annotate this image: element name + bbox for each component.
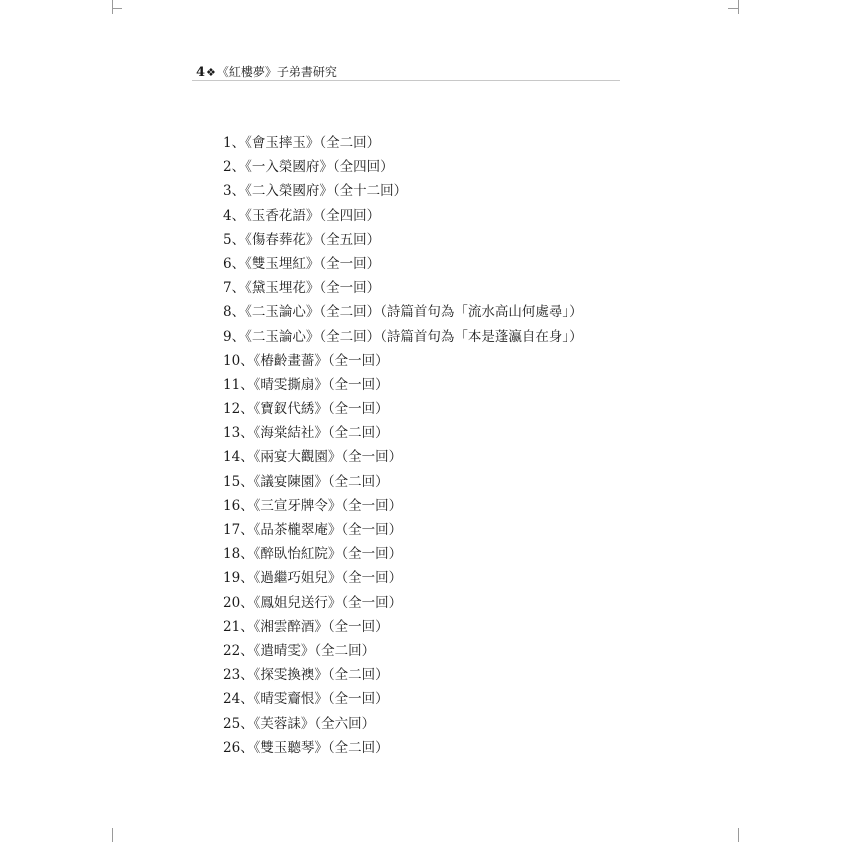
entry-title: 、《鳳姐兒送行》（全一回） xyxy=(240,594,403,611)
entry-title: 、《黛玉埋花》（全一回） xyxy=(231,280,381,297)
entry-title: 、《兩宴大觀園》（全一回） xyxy=(240,449,403,466)
ornament-icon: ❖ xyxy=(206,66,216,79)
entry-title: 、《三宣牙牌令》（全一回） xyxy=(240,497,403,514)
entry-title: 、《芙蓉誄》（全六回） xyxy=(240,715,376,732)
entry-title: 、《雙玉聽琴》（全二回） xyxy=(240,739,389,756)
toc-entry xyxy=(223,712,583,736)
entry-number: 1 xyxy=(223,135,232,151)
entry-title: 、《晴雯撕扇》（全一回） xyxy=(240,376,389,393)
entry-number: 20 xyxy=(223,594,241,611)
entry-title: 、《二入榮國府》（全十二回） xyxy=(231,183,408,200)
toc-entry xyxy=(223,252,583,276)
toc-entry xyxy=(223,276,583,300)
entry-title: 、《傷春葬花》（全五回） xyxy=(231,231,381,248)
entry-number: 12 xyxy=(223,401,241,418)
toc-entry xyxy=(223,591,583,615)
page-number: 4 xyxy=(196,65,206,80)
toc-entry xyxy=(223,687,583,711)
entry-number: 15 xyxy=(223,473,241,490)
entry-title: 、《二玉論心》（全二回）（詩篇首句為「本是蓬瀛自在身」） xyxy=(231,328,583,345)
entry-title: 、《晴雯齎恨》（全一回） xyxy=(240,691,389,708)
toc-entry xyxy=(223,325,583,349)
crop-mark-top-left-h xyxy=(112,8,122,9)
entry-title: 、《會玉摔玉》（全二回） xyxy=(231,135,381,151)
toc-entry xyxy=(223,179,583,203)
entry-number: 19 xyxy=(223,570,241,587)
entry-number: 24 xyxy=(223,691,241,708)
toc-entry xyxy=(223,542,583,566)
entry-number: 2 xyxy=(223,159,232,176)
entry-title: 、《過繼巧姐兒》（全一回） xyxy=(240,570,403,587)
header-rule xyxy=(192,80,620,81)
entry-number: 7 xyxy=(223,280,232,297)
entry-number: 16 xyxy=(223,497,241,514)
entry-number: 10 xyxy=(223,352,241,369)
crop-mark-top-left xyxy=(112,0,113,14)
entry-title: 、《議宴陳園》（全二回） xyxy=(240,473,389,490)
toc-entry xyxy=(223,155,583,179)
toc-entry xyxy=(223,615,583,639)
toc-entry xyxy=(223,349,583,373)
entry-title: 、《一入榮國府》（全四回） xyxy=(231,159,394,176)
running-header xyxy=(196,63,620,81)
entry-title: 、《遣晴雯》（全二回） xyxy=(240,642,376,659)
entry-title: 、《品茶櫳翠庵》（全一回） xyxy=(240,522,403,538)
entry-number: 26 xyxy=(223,739,241,756)
entry-title: 、《寶釵代綉》（全一回） xyxy=(240,401,389,418)
toc-entry xyxy=(223,736,583,760)
entry-number: 14 xyxy=(223,449,241,466)
entry-number: 9 xyxy=(223,328,232,345)
entry-number: 6 xyxy=(223,255,232,272)
entry-number: 25 xyxy=(223,715,241,732)
toc-entry xyxy=(223,421,583,445)
toc-entry xyxy=(223,663,583,687)
entry-title: 、《探雯換襖》（全二回） xyxy=(240,667,389,684)
entry-number: 13 xyxy=(223,425,241,442)
entry-number: 22 xyxy=(223,642,241,659)
entry-title: 、《海棠結社》（全二回） xyxy=(240,425,389,442)
entry-number: 17 xyxy=(223,522,241,538)
entry-number: 23 xyxy=(223,667,241,684)
entry-number: 4 xyxy=(223,207,232,224)
crop-mark-top-right-h xyxy=(728,8,738,9)
toc-entry xyxy=(223,228,583,252)
toc-list xyxy=(223,131,583,760)
entry-title: 、《湘雲醉酒》（全一回） xyxy=(240,618,389,635)
toc-entry xyxy=(223,204,583,228)
toc-entry xyxy=(223,639,583,663)
toc-entry xyxy=(223,397,583,421)
entry-number: 21 xyxy=(223,618,241,635)
entry-title: 、《醉臥怡紅院》（全一回） xyxy=(240,546,403,563)
entry-number: 5 xyxy=(223,231,232,248)
toc-entry xyxy=(223,518,583,542)
entry-title: 、《二玉論心》（全二回）（詩篇首句為「流水高山何處尋」） xyxy=(231,304,583,321)
book-title: 《紅樓夢》子弟書研究 xyxy=(216,65,337,79)
toc-entry xyxy=(223,494,583,518)
entry-title: 、《玉香花語》（全四回） xyxy=(231,207,381,224)
entry-number: 18 xyxy=(223,546,241,563)
toc-entry xyxy=(223,300,583,324)
entry-number: 3 xyxy=(223,183,232,200)
toc-entry xyxy=(223,470,583,494)
entry-number: 11 xyxy=(223,376,241,393)
crop-mark-bottom-right xyxy=(738,828,739,842)
toc-entry xyxy=(223,373,583,397)
crop-mark-bottom-left xyxy=(112,828,113,842)
crop-mark-top-right xyxy=(738,0,739,14)
entry-title: 、《雙玉埋紅》（全一回） xyxy=(231,255,381,272)
toc-entry xyxy=(223,131,583,155)
toc-entry xyxy=(223,445,583,469)
entry-number: 8 xyxy=(223,304,232,321)
entry-title: 、《椿齡畫薔》（全一回） xyxy=(240,352,389,369)
toc-entry xyxy=(223,566,583,590)
